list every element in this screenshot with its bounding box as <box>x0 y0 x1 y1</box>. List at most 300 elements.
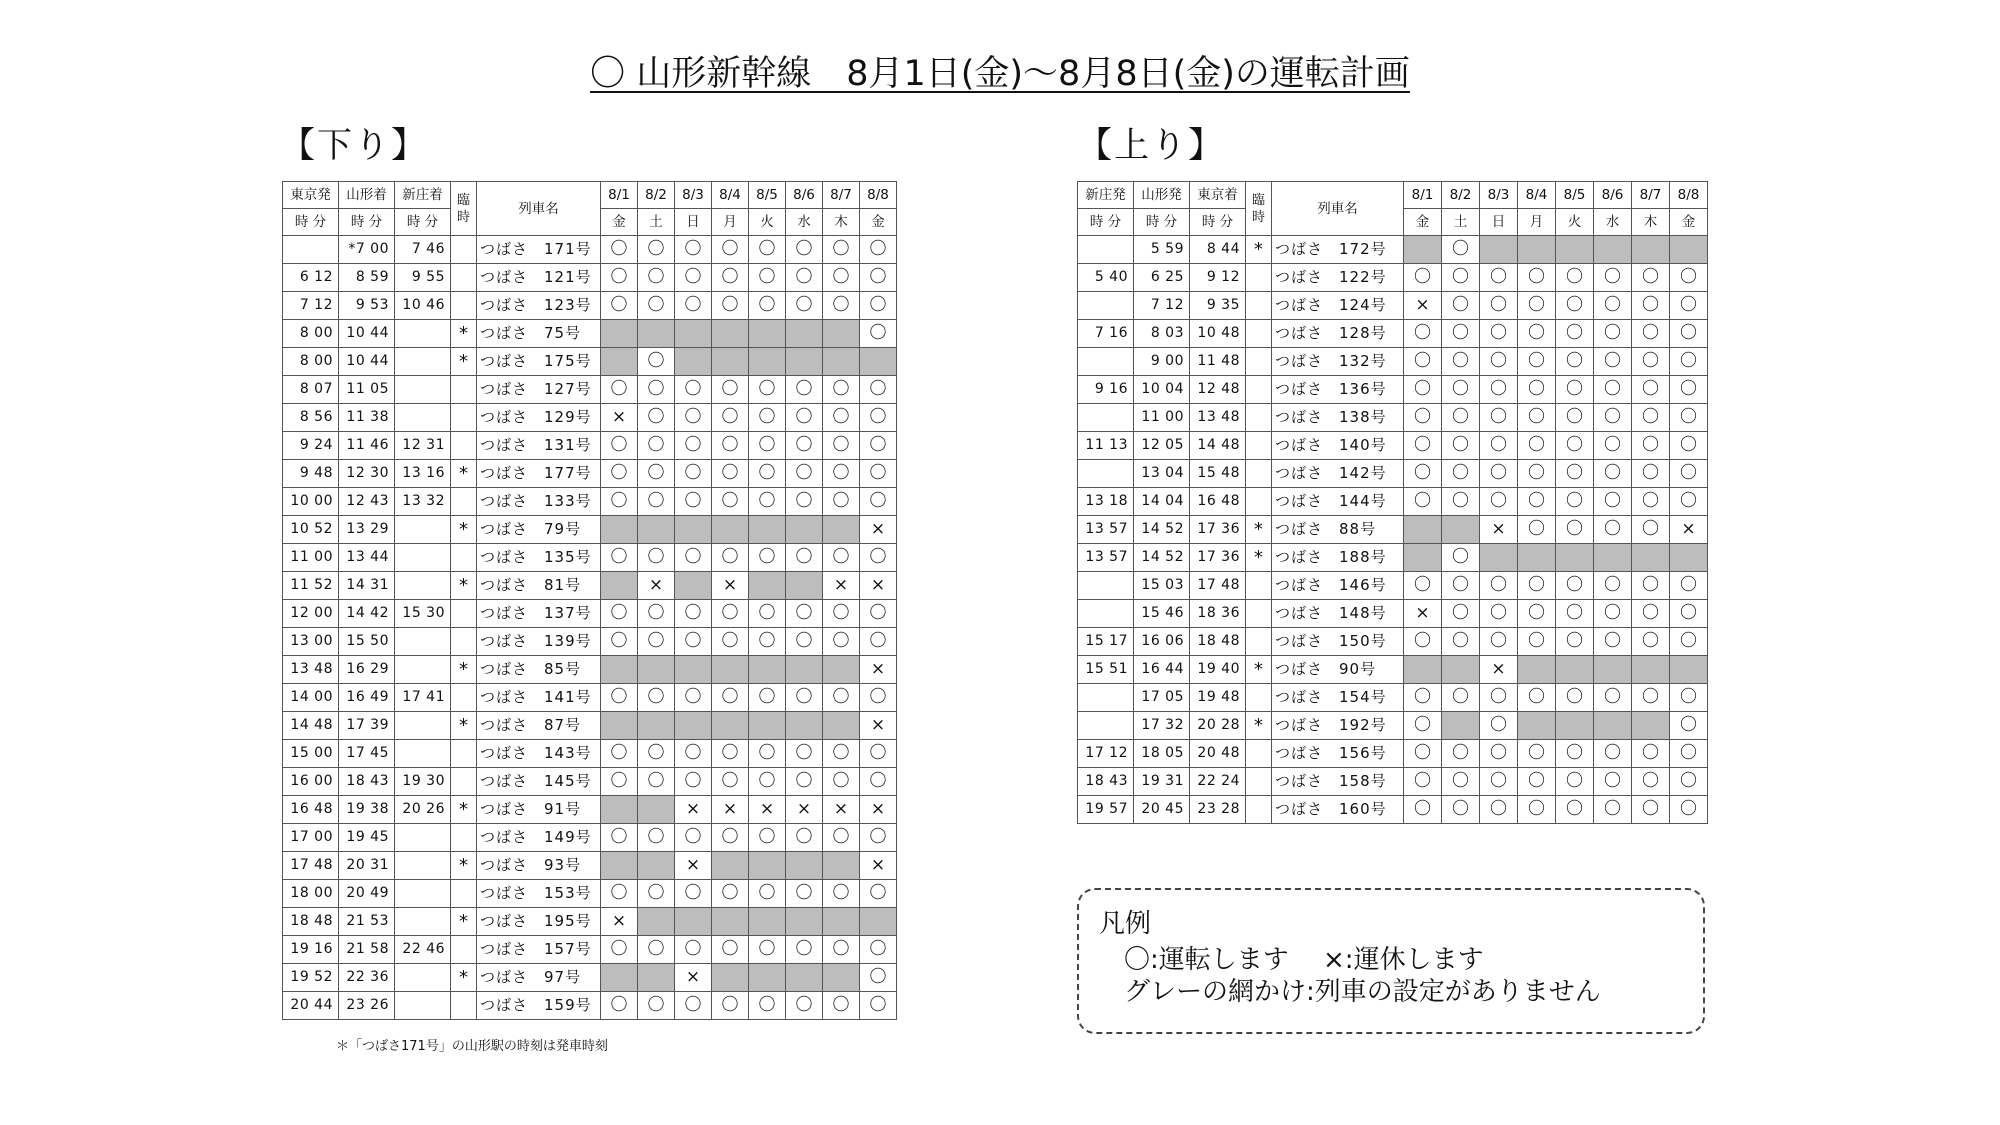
operate-mark: 〇 <box>1632 768 1670 796</box>
operate-mark: 〇 <box>638 992 675 1020</box>
operate-mark: 〇 <box>1556 348 1594 376</box>
rinji-mark: * <box>451 572 477 600</box>
operate-mark: 〇 <box>1518 320 1556 348</box>
table-row <box>1078 712 1708 740</box>
table-row <box>1078 376 1708 404</box>
rinji-mark <box>451 824 477 852</box>
no-service-cell <box>786 852 823 880</box>
operate-mark: 〇 <box>860 768 897 796</box>
operate-mark: 〇 <box>1670 264 1708 292</box>
no-service-cell <box>1670 236 1708 264</box>
operate-mark: 〇 <box>712 628 749 656</box>
operate-mark: 〇 <box>1442 264 1480 292</box>
middle-station-time: 18 43 <box>339 768 395 796</box>
operate-mark: 〇 <box>1518 740 1556 768</box>
operate-mark: 〇 <box>638 600 675 628</box>
no-service-cell <box>786 320 823 348</box>
no-service-cell <box>638 320 675 348</box>
rinji-mark <box>451 236 477 264</box>
rinji-header: 臨時 <box>451 182 477 236</box>
date-header: 8/6 <box>1594 182 1632 209</box>
operate-mark: 〇 <box>638 684 675 712</box>
rinji-mark: * <box>451 348 477 376</box>
time-unit-header: 時 分 <box>283 209 339 236</box>
rinji-mark <box>451 936 477 964</box>
operate-mark: 〇 <box>675 936 712 964</box>
operate-mark: 〇 <box>1480 488 1518 516</box>
operate-mark: 〇 <box>1556 572 1594 600</box>
suspend-mark: × <box>601 404 638 432</box>
middle-station-time: 11 46 <box>339 432 395 460</box>
date-header: 8/7 <box>823 182 860 209</box>
operate-mark: 〇 <box>1518 796 1556 824</box>
legend-box <box>1077 888 1705 1034</box>
operate-mark: 〇 <box>749 544 786 572</box>
train-name: つばさ 195号 <box>477 908 601 936</box>
no-service-cell <box>712 712 749 740</box>
no-service-cell <box>638 796 675 824</box>
no-service-cell <box>786 348 823 376</box>
operate-mark: 〇 <box>1594 684 1632 712</box>
date-header: 8/4 <box>1518 182 1556 209</box>
departure-time: 18 48 <box>283 908 339 936</box>
rinji-mark <box>1246 628 1272 656</box>
time-unit-header: 時 分 <box>1078 209 1134 236</box>
train-name: つばさ 171号 <box>477 236 601 264</box>
middle-station-time: 19 38 <box>339 796 395 824</box>
departure-time <box>1078 236 1134 264</box>
operate-mark: 〇 <box>601 264 638 292</box>
departure-time: 14 48 <box>283 712 339 740</box>
rinji-mark <box>451 488 477 516</box>
departure-time: 19 16 <box>283 936 339 964</box>
operate-mark: 〇 <box>1556 432 1594 460</box>
departure-time: 13 18 <box>1078 488 1134 516</box>
middle-station-time: 16 44 <box>1134 656 1190 684</box>
operate-mark: 〇 <box>1442 628 1480 656</box>
rinji-mark: * <box>451 964 477 992</box>
arrival-time: 17 36 <box>1190 516 1246 544</box>
no-service-cell <box>786 656 823 684</box>
operate-mark: 〇 <box>1518 432 1556 460</box>
no-service-cell <box>601 712 638 740</box>
operate-mark: 〇 <box>1518 628 1556 656</box>
table-row <box>1078 320 1708 348</box>
operate-mark: 〇 <box>1442 740 1480 768</box>
suspend-mark: × <box>1480 516 1518 544</box>
no-service-cell <box>749 348 786 376</box>
operate-mark: 〇 <box>675 404 712 432</box>
no-service-cell <box>638 712 675 740</box>
table-row <box>283 236 897 264</box>
operate-mark: 〇 <box>1480 740 1518 768</box>
arrival-time: 19 30 <box>395 768 451 796</box>
operate-mark: 〇 <box>1556 320 1594 348</box>
date-header: 8/1 <box>601 182 638 209</box>
operate-mark: 〇 <box>1556 264 1594 292</box>
operate-mark: 〇 <box>749 264 786 292</box>
time-unit-header: 時 分 <box>339 209 395 236</box>
operate-mark: 〇 <box>601 824 638 852</box>
arrival-time <box>395 740 451 768</box>
operate-mark: 〇 <box>1670 432 1708 460</box>
no-service-cell <box>1556 712 1594 740</box>
operate-mark: 〇 <box>1670 348 1708 376</box>
operate-mark: 〇 <box>786 824 823 852</box>
no-service-cell <box>1480 236 1518 264</box>
no-service-cell <box>1594 544 1632 572</box>
rinji-mark <box>451 740 477 768</box>
operate-mark: 〇 <box>1518 684 1556 712</box>
operate-mark: 〇 <box>712 404 749 432</box>
weekday-header: 月 <box>712 209 749 236</box>
date-header: 8/8 <box>1670 182 1708 209</box>
date-header: 8/1 <box>1404 182 1442 209</box>
rinji-mark <box>1246 404 1272 432</box>
operate-mark: 〇 <box>675 628 712 656</box>
operate-mark: 〇 <box>1594 404 1632 432</box>
middle-station-time: 17 39 <box>339 712 395 740</box>
operate-mark: 〇 <box>786 740 823 768</box>
departure-time: 20 44 <box>283 992 339 1020</box>
no-service-cell <box>1404 656 1442 684</box>
departure-time <box>1078 292 1134 320</box>
operate-mark: 〇 <box>601 992 638 1020</box>
no-service-cell <box>675 516 712 544</box>
arrival-time <box>395 880 451 908</box>
train-name-header: 列車名 <box>477 182 601 236</box>
operate-mark: 〇 <box>860 404 897 432</box>
arrival-time: 19 40 <box>1190 656 1246 684</box>
arrival-time: 18 36 <box>1190 600 1246 628</box>
operate-mark: 〇 <box>638 236 675 264</box>
no-service-cell <box>1518 544 1556 572</box>
train-name: つばさ 143号 <box>477 740 601 768</box>
operate-mark: 〇 <box>1670 376 1708 404</box>
operate-mark: 〇 <box>860 432 897 460</box>
table-row <box>1078 432 1708 460</box>
operate-mark: 〇 <box>1442 404 1480 432</box>
no-service-cell <box>749 964 786 992</box>
operate-mark: 〇 <box>1670 740 1708 768</box>
arrival-time <box>395 404 451 432</box>
station-header: 東京着 <box>1190 182 1246 209</box>
no-service-cell <box>823 852 860 880</box>
operate-mark: 〇 <box>823 768 860 796</box>
operate-mark: 〇 <box>675 768 712 796</box>
operate-mark: 〇 <box>1442 684 1480 712</box>
operate-mark: 〇 <box>823 404 860 432</box>
operate-mark: 〇 <box>1670 796 1708 824</box>
operate-mark: 〇 <box>860 684 897 712</box>
suspend-mark: × <box>749 796 786 824</box>
table-row <box>1078 544 1708 572</box>
operate-mark: 〇 <box>1632 404 1670 432</box>
operate-mark: 〇 <box>823 684 860 712</box>
weekday-header: 土 <box>638 209 675 236</box>
no-service-cell <box>638 656 675 684</box>
operate-mark: 〇 <box>1594 292 1632 320</box>
train-name: つばさ 91号 <box>477 796 601 824</box>
no-service-cell <box>712 964 749 992</box>
arrival-time: 9 35 <box>1190 292 1246 320</box>
suspend-mark: × <box>823 572 860 600</box>
no-service-cell <box>638 964 675 992</box>
operate-mark: 〇 <box>1632 320 1670 348</box>
operate-mark: 〇 <box>1670 768 1708 796</box>
table-row <box>283 880 897 908</box>
departure-time <box>1078 572 1134 600</box>
operate-mark: 〇 <box>749 768 786 796</box>
table-row <box>1078 488 1708 516</box>
departure-time: 10 52 <box>283 516 339 544</box>
departure-time: 5 40 <box>1078 264 1134 292</box>
arrival-time <box>395 852 451 880</box>
middle-station-time: 20 45 <box>1134 796 1190 824</box>
train-name: つばさ 159号 <box>477 992 601 1020</box>
train-name: つばさ 75号 <box>477 320 601 348</box>
operate-mark: 〇 <box>749 628 786 656</box>
operate-mark: 〇 <box>860 460 897 488</box>
operate-mark: 〇 <box>1518 572 1556 600</box>
operate-mark: 〇 <box>1518 264 1556 292</box>
operate-mark: 〇 <box>1632 684 1670 712</box>
legend-symbols: 〇:運転します ×:運休します <box>1124 945 1484 975</box>
suspend-mark: × <box>638 572 675 600</box>
operate-mark: 〇 <box>1442 796 1480 824</box>
suspend-mark: × <box>601 908 638 936</box>
footnote: ＊「つばさ171号」の山形駅の時刻は発車時刻 <box>336 1039 608 1054</box>
rinji-mark <box>1246 432 1272 460</box>
operate-mark: 〇 <box>1556 796 1594 824</box>
table-row <box>283 544 897 572</box>
table-row <box>283 712 897 740</box>
operate-mark: 〇 <box>1556 404 1594 432</box>
rinji-mark <box>1246 600 1272 628</box>
operate-mark: 〇 <box>786 404 823 432</box>
operate-mark: 〇 <box>1556 740 1594 768</box>
middle-station-time: 14 52 <box>1134 516 1190 544</box>
operate-mark: 〇 <box>1404 376 1442 404</box>
arrival-time <box>395 656 451 684</box>
table-row <box>283 264 897 292</box>
middle-station-time: 11 38 <box>339 404 395 432</box>
middle-station-time: 14 31 <box>339 572 395 600</box>
operate-mark: 〇 <box>1404 796 1442 824</box>
operate-mark: 〇 <box>712 936 749 964</box>
no-service-cell <box>1442 516 1480 544</box>
operate-mark: 〇 <box>823 236 860 264</box>
date-header: 8/2 <box>1442 182 1480 209</box>
table-row <box>283 488 897 516</box>
operate-mark: 〇 <box>860 292 897 320</box>
operate-mark: 〇 <box>1670 320 1708 348</box>
operate-mark: 〇 <box>1518 516 1556 544</box>
no-service-cell <box>1404 544 1442 572</box>
operate-mark: 〇 <box>1594 432 1632 460</box>
train-name: つばさ 136号 <box>1272 376 1404 404</box>
arrival-time <box>395 992 451 1020</box>
middle-station-time: 10 04 <box>1134 376 1190 404</box>
suspend-mark: × <box>860 796 897 824</box>
no-service-cell <box>823 348 860 376</box>
no-service-cell <box>712 656 749 684</box>
weekday-header: 土 <box>1442 209 1480 236</box>
arrival-time <box>395 628 451 656</box>
departure-time <box>1078 460 1134 488</box>
no-service-cell <box>601 656 638 684</box>
table-row <box>283 292 897 320</box>
operate-mark: 〇 <box>1480 348 1518 376</box>
operate-mark: 〇 <box>1670 684 1708 712</box>
operate-mark: 〇 <box>1556 460 1594 488</box>
operate-mark: 〇 <box>749 292 786 320</box>
middle-station-time: 9 53 <box>339 292 395 320</box>
rinji-mark <box>451 376 477 404</box>
operate-mark: 〇 <box>1556 628 1594 656</box>
operate-mark: 〇 <box>1670 404 1708 432</box>
operate-mark: 〇 <box>1480 628 1518 656</box>
page-title: 〇 山形新幹線 8月1日(金)～8月8日(金)の運転計画 <box>590 54 1410 94</box>
departure-time: 14 00 <box>283 684 339 712</box>
no-service-cell <box>749 572 786 600</box>
weekday-header: 金 <box>860 209 897 236</box>
up-timetable <box>1077 181 1708 824</box>
departure-time: 12 00 <box>283 600 339 628</box>
operate-mark: 〇 <box>675 460 712 488</box>
operate-mark: 〇 <box>712 264 749 292</box>
operate-mark: 〇 <box>675 432 712 460</box>
operate-mark: 〇 <box>601 600 638 628</box>
operate-mark: 〇 <box>1632 432 1670 460</box>
no-service-cell <box>823 320 860 348</box>
station-header: 山形着 <box>339 182 395 209</box>
operate-mark: 〇 <box>1670 572 1708 600</box>
operate-mark: 〇 <box>675 740 712 768</box>
operate-mark: 〇 <box>786 880 823 908</box>
rinji-header: 臨時 <box>1246 182 1272 236</box>
middle-station-time: *7 00 <box>339 236 395 264</box>
operate-mark: 〇 <box>860 628 897 656</box>
rinji-mark <box>1246 572 1272 600</box>
operate-mark: 〇 <box>638 488 675 516</box>
table-row <box>1078 600 1708 628</box>
operate-mark: 〇 <box>1518 488 1556 516</box>
train-name: つばさ 122号 <box>1272 264 1404 292</box>
arrival-time: 9 55 <box>395 264 451 292</box>
operate-mark: 〇 <box>1442 432 1480 460</box>
table-row <box>283 992 897 1020</box>
no-service-cell <box>638 908 675 936</box>
no-service-cell <box>1556 236 1594 264</box>
operate-mark: 〇 <box>1518 348 1556 376</box>
train-name: つばさ 146号 <box>1272 572 1404 600</box>
middle-station-time: 6 25 <box>1134 264 1190 292</box>
operate-mark: 〇 <box>638 824 675 852</box>
table-row <box>1078 404 1708 432</box>
middle-station-time: 12 43 <box>339 488 395 516</box>
train-name: つばさ 141号 <box>477 684 601 712</box>
no-service-cell <box>675 572 712 600</box>
arrival-time: 16 48 <box>1190 488 1246 516</box>
operate-mark: 〇 <box>1556 684 1594 712</box>
table-row <box>283 572 897 600</box>
weekday-header: 日 <box>675 209 712 236</box>
arrival-time: 20 26 <box>395 796 451 824</box>
arrival-time: 17 36 <box>1190 544 1246 572</box>
operate-mark: 〇 <box>1442 488 1480 516</box>
departure-time: 11 13 <box>1078 432 1134 460</box>
operate-mark: 〇 <box>1670 628 1708 656</box>
middle-station-time: 11 00 <box>1134 404 1190 432</box>
operate-mark: 〇 <box>601 432 638 460</box>
operate-mark: 〇 <box>1594 768 1632 796</box>
middle-station-time: 22 36 <box>339 964 395 992</box>
departure-time: 15 17 <box>1078 628 1134 656</box>
header-row-1 <box>1078 182 1708 209</box>
date-header: 8/5 <box>749 182 786 209</box>
operate-mark: 〇 <box>1404 572 1442 600</box>
operate-mark: 〇 <box>823 488 860 516</box>
departure-time: 7 12 <box>283 292 339 320</box>
operate-mark: 〇 <box>749 488 786 516</box>
operate-mark: 〇 <box>749 936 786 964</box>
suspend-mark: × <box>1480 656 1518 684</box>
operate-mark: 〇 <box>786 768 823 796</box>
no-service-cell <box>823 516 860 544</box>
arrival-time: 12 48 <box>1190 376 1246 404</box>
departure-time: 8 56 <box>283 404 339 432</box>
operate-mark: 〇 <box>1632 488 1670 516</box>
rinji-mark <box>451 600 477 628</box>
operate-mark: 〇 <box>675 600 712 628</box>
departure-time: 15 00 <box>283 740 339 768</box>
table-row <box>283 684 897 712</box>
weekday-header: 火 <box>1556 209 1594 236</box>
no-service-cell <box>823 656 860 684</box>
suspend-mark: × <box>1404 292 1442 320</box>
operate-mark: 〇 <box>749 600 786 628</box>
operate-mark: 〇 <box>1404 488 1442 516</box>
no-service-cell <box>712 908 749 936</box>
arrival-time <box>395 516 451 544</box>
train-name: つばさ 192号 <box>1272 712 1404 740</box>
operate-mark: 〇 <box>786 544 823 572</box>
operate-mark: 〇 <box>860 320 897 348</box>
rinji-mark <box>1246 796 1272 824</box>
rinji-mark <box>451 880 477 908</box>
operate-mark: 〇 <box>860 964 897 992</box>
no-service-cell <box>749 320 786 348</box>
suspend-mark: × <box>860 516 897 544</box>
operate-mark: 〇 <box>712 684 749 712</box>
departure-time: 9 24 <box>283 432 339 460</box>
middle-station-time: 20 31 <box>339 852 395 880</box>
operate-mark: 〇 <box>601 684 638 712</box>
train-name: つばさ 177号 <box>477 460 601 488</box>
rinji-mark <box>1246 684 1272 712</box>
train-name: つばさ 131号 <box>477 432 601 460</box>
operate-mark: 〇 <box>601 628 638 656</box>
arrival-time: 7 46 <box>395 236 451 264</box>
operate-mark: 〇 <box>1442 236 1480 264</box>
operate-mark: 〇 <box>749 740 786 768</box>
departure-time: 6 12 <box>283 264 339 292</box>
table-row <box>1078 656 1708 684</box>
table-row <box>1078 628 1708 656</box>
table-row <box>1078 572 1708 600</box>
no-service-cell <box>1404 236 1442 264</box>
